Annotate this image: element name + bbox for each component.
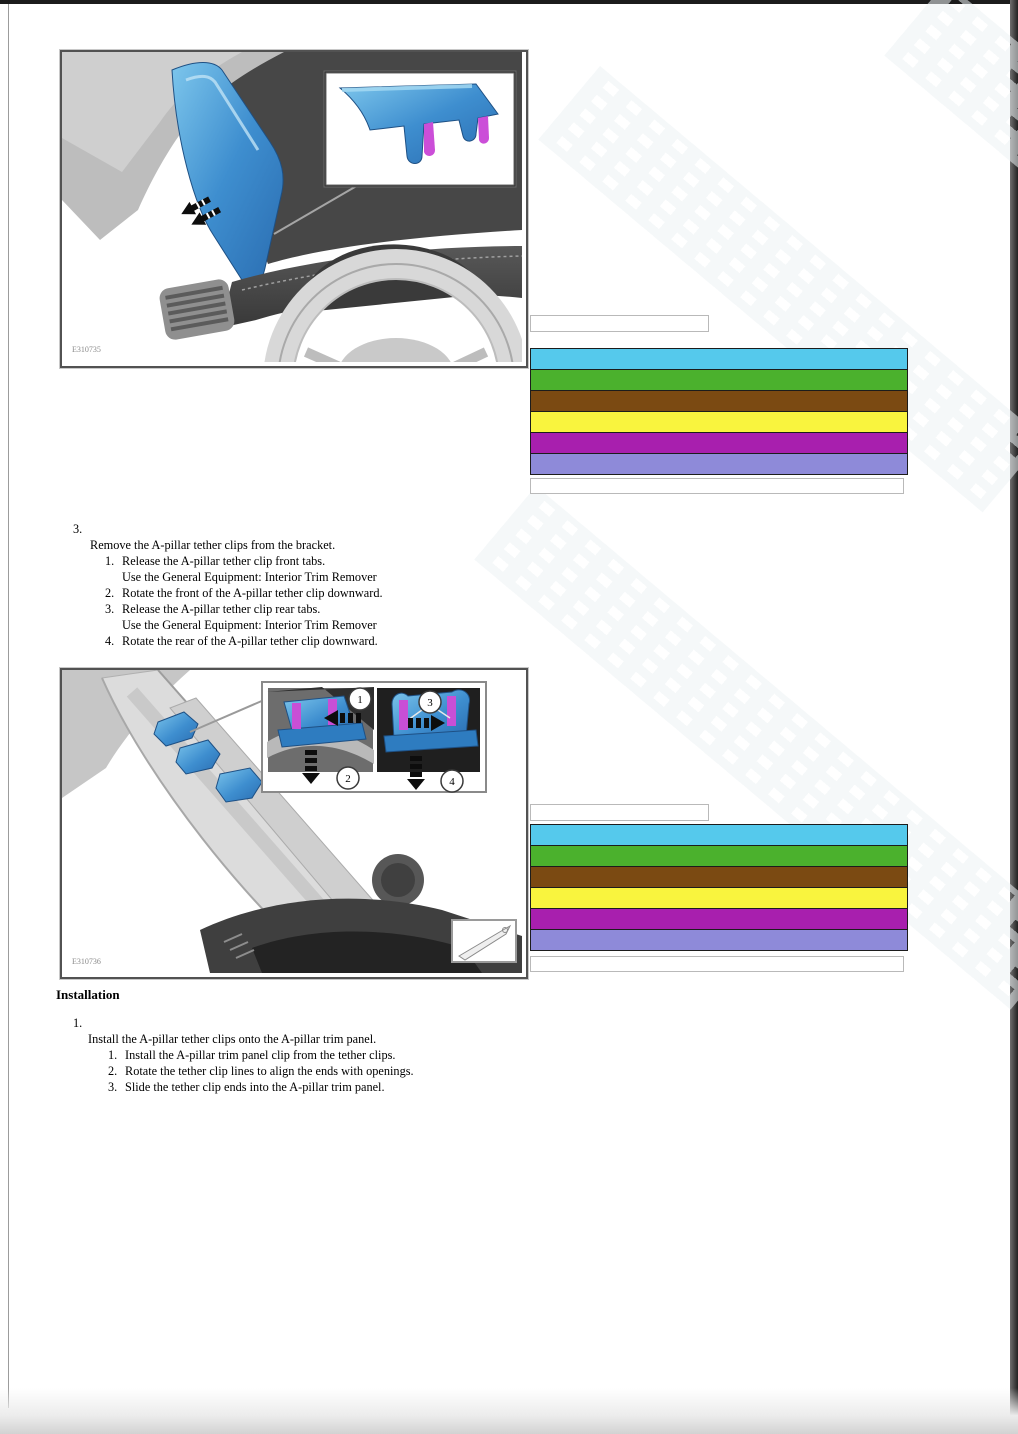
tether-tab [292, 703, 301, 729]
substep: 1. Install the A-pillar trim panel clip from the tether clips. [108, 1048, 396, 1062]
substep: 3. Slide the tether clip ends into the A-pillar trim panel. [108, 1080, 385, 1094]
tether-tab [399, 700, 408, 730]
color-bar [531, 369, 907, 390]
callout-2 [337, 767, 359, 789]
equipment-note: Use the General Equipment: Interior Trim Remover [122, 618, 377, 632]
page-bottom-shade [0, 1388, 1018, 1434]
tether-tab [447, 696, 456, 726]
redacted-color-bars [530, 348, 908, 475]
inset-release-steps [262, 682, 486, 792]
tether-tab [424, 122, 435, 156]
step-number: 1. [73, 1016, 83, 1030]
diagonal-watermark [884, 0, 1018, 197]
substep: 3. Release the A-pillar tether clip rear tabs. [105, 602, 321, 616]
side-vent [158, 278, 236, 341]
callout-1 [349, 688, 371, 710]
installation-step-1 [0, 1015, 600, 1095]
color-bar [531, 411, 907, 432]
substep: 2. Rotate the tether clip lines to align the ends with openings. [108, 1064, 414, 1078]
color-bar [531, 390, 907, 411]
page-top-border [0, 0, 1018, 4]
callout-3 [419, 691, 441, 713]
color-bar [531, 349, 907, 369]
speaker-grille [372, 854, 424, 906]
tether-tab [478, 116, 489, 144]
color-bar [531, 866, 907, 887]
color-bar [531, 432, 907, 453]
figure-tether-clip-release [60, 668, 528, 979]
removal-step-3 [0, 521, 600, 649]
color-bar [531, 929, 907, 950]
installation-heading: Installation [56, 987, 120, 1002]
substep: 2. Rotate the front of the A-pillar tether clip downward. [105, 586, 383, 600]
apillar-trim-illustration [62, 52, 522, 362]
step-text: Install the A-pillar tether clips onto the A-pillar trim panel. [88, 1032, 377, 1046]
substep: 4. Rotate the rear of the A-pillar tether clip downward. [105, 634, 378, 648]
equipment-note: Use the General Equipment: Interior Trim Remover [122, 570, 377, 584]
trim-tool-box [452, 920, 516, 962]
step-text: Remove the A-pillar tether clips from the bracket. [90, 538, 336, 552]
color-bar [531, 887, 907, 908]
tether-clip-illustration [62, 670, 522, 973]
placeholder-field [530, 956, 904, 972]
svg-text:2: 2 [345, 773, 351, 785]
page-right-border [1010, 0, 1018, 1434]
svg-text:3: 3 [427, 697, 433, 709]
inset-clip-detail [325, 72, 515, 186]
figure-label: E310736 [72, 957, 101, 966]
figure-apillar-trim-removal [60, 50, 528, 368]
svg-text:1: 1 [357, 694, 363, 706]
placeholder-field [530, 804, 709, 821]
substep: 1. Release the A-pillar tether clip front tabs. [105, 554, 326, 568]
color-bar [531, 453, 907, 474]
step-number: 3. [73, 522, 83, 536]
color-bar [531, 908, 907, 929]
figure-label: E310735 [72, 345, 101, 354]
color-bar [531, 845, 907, 866]
redacted-color-bars [530, 824, 908, 951]
svg-text:4: 4 [449, 776, 455, 788]
placeholder-field [530, 315, 709, 332]
steering-wheel [278, 264, 514, 362]
color-bar [531, 825, 907, 845]
page-left-border [8, 4, 9, 1408]
placeholder-field [530, 478, 904, 494]
callout-4 [441, 770, 463, 792]
